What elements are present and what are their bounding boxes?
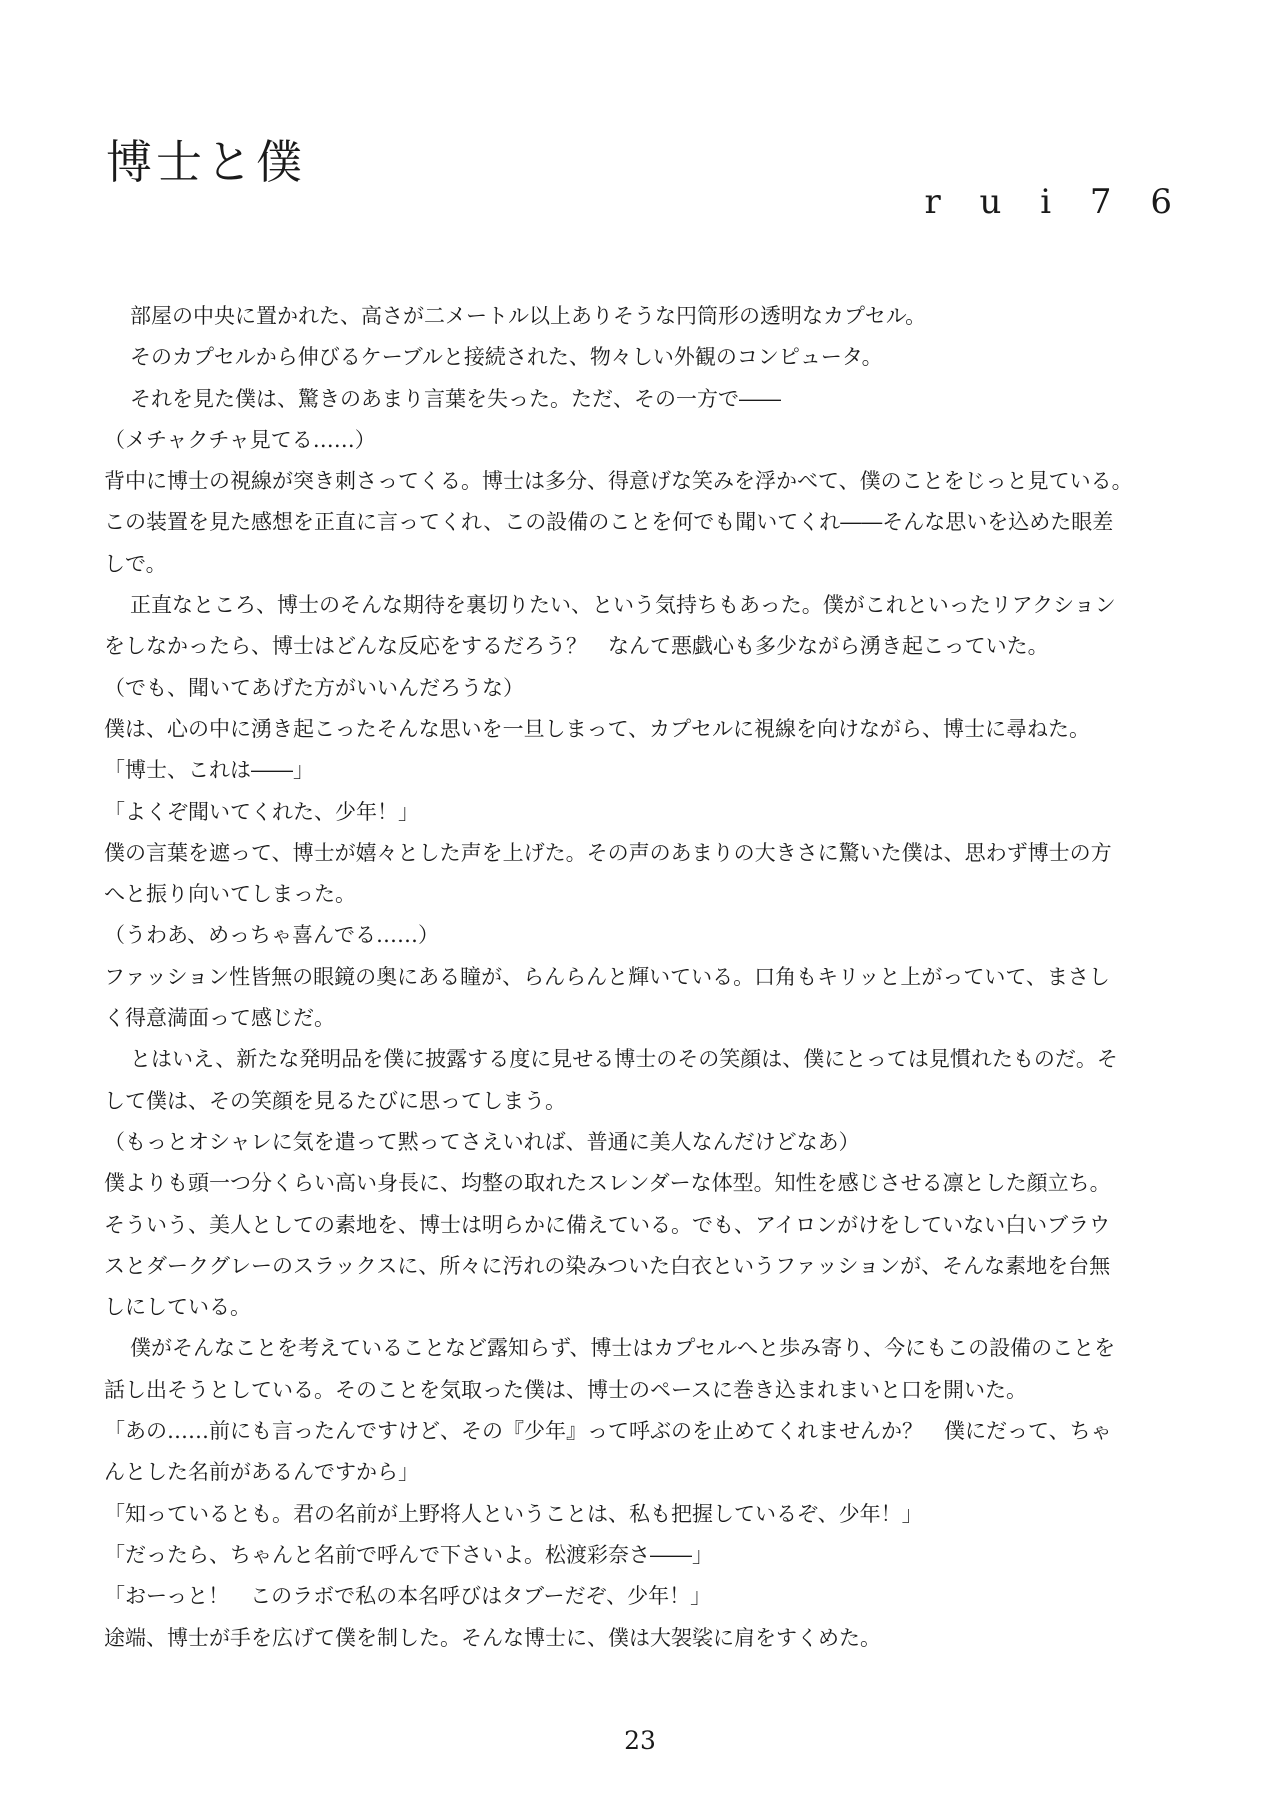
text-line: 「知っているとも。君の名前が上野将人ということは、私も把握しているぞ、少年！」	[104, 1501, 923, 1526]
text-line: 僕の言葉を遮って、博士が嬉々とした声を上げた。その声のあまりの大きさに驚いた僕は、思わず博士の方	[104, 840, 1112, 865]
text-line: 途端、博士が手を広げて僕を制した。そんな博士に、僕は大袈裟に肩をすくめた。	[104, 1625, 881, 1650]
text-line: しにしている。	[104, 1295, 251, 1320]
text-line: く得意満面って感じだ。	[104, 1006, 335, 1031]
text-line: この装置を見た感想を正直に言ってくれ、この設備のことを何でも聞いてくれ――そんな思いを込めた眼差	[104, 510, 1114, 535]
text-line: 僕は、心の中に湧き起こったそんな思いを一旦しまって、カプセルに視線を向けながら、博士に尋ねた。	[104, 716, 1090, 741]
text-line: 背中に博士の視線が突き刺さってくる。博士は多分、得意げな笑みを浮かべて、僕のことをじっと見ている。	[104, 469, 1133, 494]
text-line: （でも、聞いてあげた方がいいんだろうな）	[104, 675, 524, 700]
text-line: とはいえ、新たな発明品を僕に披露する度に見せる博士のその笑顔は、僕にとっては見慣れたものだ。そ	[130, 1047, 1118, 1072]
text-line: それを見た僕は、驚きのあまり言葉を失った。ただ、その一方で――	[130, 386, 781, 411]
text-line: 僕よりも頭一つ分くらい高い身長に、均整の取れたスレンダーな体型。知性を感じさせる凛とした顔立ち。	[104, 1171, 1111, 1196]
text-line: 話し出そうとしている。そのことを気取った僕は、博士のペースに巻き込まれまいと口を開いた。	[104, 1377, 1027, 1402]
text-line: 僕がそんなことを考えていることなど露知らず、博士はカプセルへと歩み寄り、今にもこの設備のことを	[130, 1336, 1116, 1361]
text-line: 正直なところ、博士のそんな期待を裏切りたい、という気持ちもあった。僕がこれといったリアクション	[130, 593, 1116, 618]
text-line: （うわあ、めっちゃ喜んでる……）	[104, 923, 439, 948]
text-line: へと振り向いてしまった。	[104, 882, 356, 907]
text-line: （もっとオシャレに気を遣って黙ってさえいれば、普通に美人なんだけどなあ）	[104, 1129, 860, 1154]
text-line: スとダークグレーのスラックスに、所々に汚れの染みついた白衣というファッションが、そんな素地を台無	[104, 1253, 1111, 1278]
text-line: ファッション性皆無の眼鏡の奥にある瞳が、らんらんと輝いている。口角もキリッと上がっていて、まさし	[104, 964, 1110, 989]
text-line: そういう、美人としての素地を、博士は明らかに備えている。でも、アイロンがけをしていない白いブラウ	[104, 1212, 1111, 1237]
chapter-title: 博士と僕	[106, 135, 306, 189]
text-line: 「よくぞ聞いてくれた、少年！」	[104, 799, 419, 824]
text-line: んとした名前があるんですから」	[104, 1460, 419, 1485]
text-line: して僕は、その笑顔を見るたびに思ってしまう。	[104, 1088, 566, 1113]
page-number: 23	[624, 1726, 656, 1755]
text-line: そのカプセルから伸びるケーブルと接続された、物々しい外観のコンピュータ。	[130, 345, 883, 370]
author-name: r u i 7 6	[924, 182, 1186, 222]
text-line: 「だったら、ちゃんと名前で呼んで下さいよ。松渡彩奈さ――」	[104, 1542, 713, 1567]
text-line: をしなかったら、博士はどんな反応をするだろう？ なんて悪戯心も多少ながら湧き起こっていた。	[104, 634, 1049, 659]
text-line: （メチャクチャ見てる……）	[104, 427, 376, 452]
text-line: 「博士、これは――」	[104, 758, 314, 783]
text-line: しで。	[104, 551, 167, 576]
text-line: 「おーっと！ このラボで私の本名呼びはタブーだぞ、少年！」	[104, 1584, 712, 1609]
text-line: 部屋の中央に置かれた、高さが二メートル以上ありそうな円筒形の透明なカプセル。	[130, 304, 927, 328]
text-line: 「あの……前にも言ったんですけど、その『少年』って呼ぶのを止めてくれませんか？ 僕にだって、ちゃ	[104, 1419, 1112, 1444]
body-text	[104, 296, 1184, 1659]
